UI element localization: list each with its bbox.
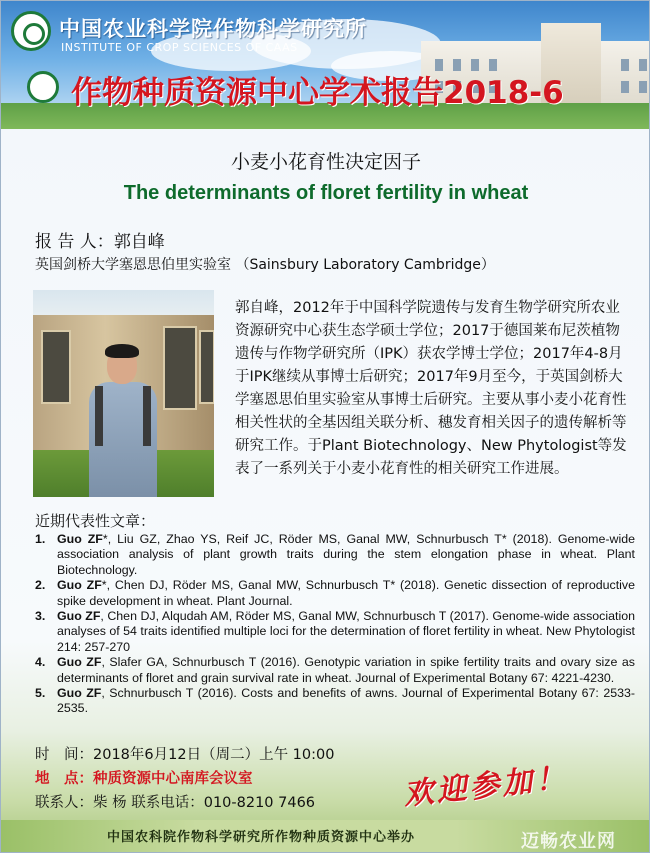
publications-heading: 近期代表性文章： bbox=[35, 512, 156, 530]
speaker-name: 郭自峰 bbox=[113, 232, 165, 252]
germplasm-center-logo-icon bbox=[27, 71, 59, 103]
banner-title: 作物种质资源中心学术报告2018-6 bbox=[71, 75, 564, 111]
institute-name-en: INSTITUTE OF CROP SCIENCES OF CAAS bbox=[61, 41, 298, 54]
speaker-photo bbox=[33, 290, 214, 497]
publication-item: 4. Guo ZF, Slafer GA, Schnurbusch T (2016). Genotypic variation in spike fertility traits and ovary size as determinants of floret and grain survival rate in wheat. Journal of Experimental Botany 67: 4221-4230. bbox=[35, 655, 635, 685]
welcome-slogan: 欢迎参加！ bbox=[401, 760, 570, 813]
event-place: 地 点：种质资源中心南库会议室 bbox=[35, 771, 253, 787]
speaker-label: 报 告 人： bbox=[35, 232, 114, 252]
event-contact: 联系人：柴 杨 联系电话：010-8210 7466 bbox=[35, 795, 316, 811]
organizer-text: 中国农科院作物科学研究所作物种质资源中心举办 bbox=[106, 830, 415, 845]
speaker-affiliation: 英国剑桥大学塞恩思伯里实验室 （Sainsbury Laboratory Cambridge） bbox=[35, 257, 495, 273]
event-time: 时 间：2018年6月12日（周二）上午 10:00 bbox=[35, 747, 335, 763]
talk-title-cn: 小麦小花育性决定因子 bbox=[230, 151, 421, 173]
speaker-line bbox=[35, 227, 165, 252]
speaker-bio: 郭自峰，2012年于中国科学院遗传与发育生物学研究所农业资源研究中心获生态学硕士学位；2017于德国莱布尼茨植物遗传与作物学研究所（IPK）获农学博士学位；2017年4-8月于IPK继续从事博士后研究；2017年9月至今，于英国剑桥大学塞恩思伯里实验室从事博士后研究。主要从事小麦小花育性相关性状的全基因组关联分析、穗发育相关因子的遗传解析等研究工作。于Plant Biotechnology、New Phytologist等发表了一系列关于小麦小花育性的相关研究工作进展。 bbox=[235, 300, 627, 477]
caas-logo-icon bbox=[11, 11, 51, 51]
publication-item: 2. Guo ZF*, Chen DJ, Röder MS, Ganal MW, Schnurbusch T* (2018). Genetic dissection of reproductive spike development in wheat. Plant Journal. bbox=[35, 578, 635, 608]
publication-item: 5. Guo ZF, Schnurbusch T (2016). Costs and benefits of awns. Journal of Experimental Botany 67: 2533-2535. bbox=[35, 686, 636, 716]
publication-item: 3. Guo ZF, Chen DJ, Alqudah AM, Röder MS, Ganal MW, Schnurbusch T (2017). Genome-wide association analyses of 54 traits identified multiple loci for the determination of floret fertility in wheat. New Phytologist 214: 257-270 bbox=[35, 609, 635, 654]
header-banner bbox=[1, 1, 650, 129]
publication-item: 1. Guo ZF*, Liu GZ, Zhao YS, Reif JC, Röder MS, Ganal MW, Schnurbusch T* (2018). Genome-wide association analysis of plant growth traits during the stem elongation phase in wheat. Plant Biotechnology. bbox=[35, 532, 636, 577]
talk-title-en: The determinants of floret fertility in wheat bbox=[123, 182, 529, 204]
site-watermark: 迈畅农业网 bbox=[521, 831, 616, 852]
publications-list bbox=[35, 532, 635, 717]
institute-name-cn: 中国农业科学院作物科学研究所 bbox=[59, 17, 367, 41]
